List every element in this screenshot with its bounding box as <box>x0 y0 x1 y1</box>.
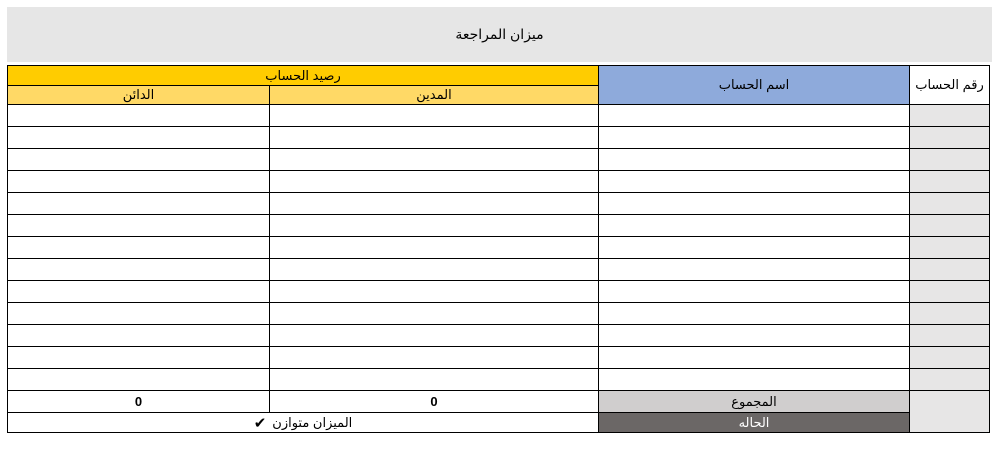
account-name-cell[interactable] <box>599 193 910 215</box>
debit-cell[interactable] <box>270 193 599 215</box>
credit-cell[interactable] <box>8 237 270 259</box>
debit-cell[interactable] <box>270 325 599 347</box>
credit-header[interactable]: الدائن <box>8 86 270 105</box>
credit-cell[interactable] <box>8 281 270 303</box>
status-value: الميزان متوازن <box>272 414 353 430</box>
credit-cell[interactable] <box>8 215 270 237</box>
debit-header[interactable]: المدين <box>270 86 599 105</box>
table-row <box>8 303 990 325</box>
account-name-cell[interactable] <box>599 237 910 259</box>
debit-cell[interactable] <box>270 303 599 325</box>
debit-cell[interactable] <box>270 369 599 391</box>
table-row <box>8 259 990 281</box>
account-number-cell[interactable] <box>910 303 990 325</box>
account-name-cell[interactable] <box>599 149 910 171</box>
account-name-cell[interactable] <box>599 325 910 347</box>
account-name-cell[interactable] <box>599 369 910 391</box>
account-number-header[interactable]: رقم الحساب <box>910 66 990 105</box>
table-row <box>8 127 990 149</box>
check-icon: ✔ <box>253 414 267 432</box>
debit-cell[interactable] <box>270 215 599 237</box>
debit-cell[interactable] <box>270 171 599 193</box>
credit-cell[interactable] <box>8 303 270 325</box>
account-number-cell[interactable] <box>910 237 990 259</box>
account-name-cell[interactable] <box>599 347 910 369</box>
account-number-cell[interactable] <box>910 391 990 433</box>
account-name-header[interactable]: اسم الحساب <box>599 66 910 105</box>
credit-total[interactable]: 0 <box>8 391 270 413</box>
account-number-cell[interactable] <box>910 325 990 347</box>
account-name-cell[interactable] <box>599 259 910 281</box>
debit-cell[interactable] <box>270 127 599 149</box>
table-row <box>8 215 990 237</box>
account-name-cell[interactable] <box>599 281 910 303</box>
table-row <box>8 347 990 369</box>
account-name-cell[interactable] <box>599 215 910 237</box>
account-number-cell[interactable] <box>910 259 990 281</box>
table-row <box>8 193 990 215</box>
account-number-cell[interactable] <box>910 215 990 237</box>
account-number-cell[interactable] <box>910 369 990 391</box>
table-row <box>8 237 990 259</box>
status-row <box>8 413 990 433</box>
account-name-cell[interactable] <box>599 105 910 127</box>
account-number-cell[interactable] <box>910 281 990 303</box>
account-number-cell[interactable] <box>910 171 990 193</box>
debit-total[interactable]: 0 <box>270 391 599 413</box>
credit-cell[interactable] <box>8 149 270 171</box>
status-value-cell[interactable] <box>8 413 599 433</box>
account-balance-header[interactable]: رصيد الحساب <box>8 66 599 86</box>
account-number-cell[interactable] <box>910 105 990 127</box>
totals-label[interactable]: المجموع <box>599 391 910 413</box>
account-number-cell[interactable] <box>910 149 990 171</box>
table-row <box>8 325 990 347</box>
status-label[interactable]: الحاله <box>599 413 910 433</box>
trial-balance-table <box>7 65 990 433</box>
account-name-cell[interactable] <box>599 127 910 149</box>
account-name-cell[interactable] <box>599 303 910 325</box>
table-row <box>8 105 990 127</box>
header-row-1 <box>8 66 990 86</box>
sheet-title: ميزان المراجعة <box>7 7 992 62</box>
table-row <box>8 149 990 171</box>
credit-cell[interactable] <box>8 325 270 347</box>
credit-cell[interactable] <box>8 369 270 391</box>
credit-cell[interactable] <box>8 259 270 281</box>
debit-cell[interactable] <box>270 105 599 127</box>
account-number-cell[interactable] <box>910 193 990 215</box>
debit-cell[interactable] <box>270 347 599 369</box>
account-name-cell[interactable] <box>599 171 910 193</box>
debit-cell[interactable] <box>270 259 599 281</box>
totals-row <box>8 391 990 413</box>
debit-cell[interactable] <box>270 237 599 259</box>
account-number-cell[interactable] <box>910 347 990 369</box>
table-row <box>8 281 990 303</box>
credit-cell[interactable] <box>8 193 270 215</box>
credit-cell[interactable] <box>8 105 270 127</box>
credit-cell[interactable] <box>8 171 270 193</box>
credit-cell[interactable] <box>8 347 270 369</box>
table-row <box>8 369 990 391</box>
debit-cell[interactable] <box>270 149 599 171</box>
debit-cell[interactable] <box>270 281 599 303</box>
table-row <box>8 171 990 193</box>
account-number-cell[interactable] <box>910 127 990 149</box>
credit-cell[interactable] <box>8 127 270 149</box>
